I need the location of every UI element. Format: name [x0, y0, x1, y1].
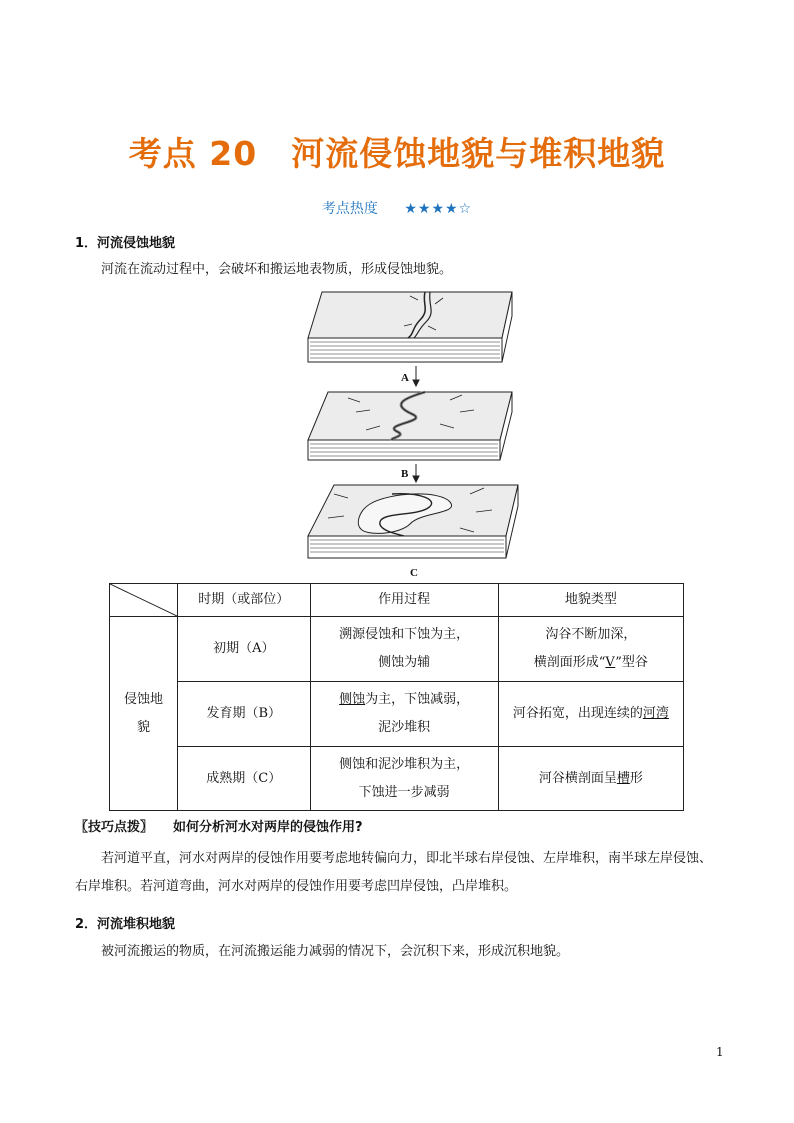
block-b-diagram — [308, 392, 512, 460]
type-underlined: 河湾 — [642, 706, 669, 721]
section1-intro: 河流在流动过程中，会破坏和搬运地表物质，形成侵蚀地貌。 — [101, 262, 453, 277]
block-a-diagram — [308, 292, 512, 362]
type-text: 形 — [629, 770, 643, 786]
period-cell: 发育期（B） — [178, 682, 311, 747]
type-text: 横剖面形成“ — [533, 655, 606, 670]
process-cell — [310, 617, 498, 682]
type-cell — [498, 617, 683, 682]
type-cell — [498, 682, 683, 747]
type-line — [503, 649, 679, 677]
process-text: 为主，下蚀减弱， — [365, 692, 470, 707]
block-c-diagram — [308, 485, 518, 558]
process-underlined: 侧蚀 — [339, 692, 366, 707]
process-line: 下蚀进一步减弱 — [358, 784, 450, 800]
diagonal-line — [110, 584, 177, 616]
type-underlined: V — [605, 655, 616, 670]
header-period: 时期（或部位） — [178, 584, 311, 617]
label-b: B — [401, 468, 409, 480]
valley-evolution-figure — [300, 280, 522, 580]
type-cell — [498, 747, 683, 811]
header-type: 地貌类型 — [498, 584, 683, 617]
page-title: 考点 20 河流侵蚀地貌与堆积地貌 — [128, 134, 666, 173]
table-row — [110, 747, 684, 811]
table-row — [110, 682, 684, 747]
type-underlined: 槽 — [616, 770, 630, 786]
label-a: A — [401, 372, 409, 384]
process-line — [315, 686, 494, 714]
tips-question: 如何分析河水对两岸的侵蚀作用? — [173, 820, 363, 835]
heat-label: 考点热度 — [321, 201, 378, 217]
section2-heading: 2．河流堆积地貌 — [75, 917, 176, 932]
process-cell — [310, 747, 498, 811]
diagonal-header-cell — [110, 584, 178, 617]
table-header-row — [110, 584, 684, 617]
tips-label: 〖技巧点拨〗 — [75, 820, 154, 835]
heat-stars: ★★★★☆ — [404, 201, 473, 217]
section2-text: 被河流搬运的物质，在河流搬运能力减弱的情况下，会沉积下来，形成沉积地貌。 — [101, 944, 570, 959]
table-row — [110, 617, 684, 682]
page-number: 1 — [716, 1045, 724, 1059]
type-text: 河谷横剖面呈 — [538, 770, 617, 786]
topic-heat — [0, 198, 794, 218]
process-line: 侧蚀和泥沙堆积为主， — [339, 756, 470, 772]
section1-heading: 1．河流侵蚀地貌 — [75, 236, 176, 251]
type-text: ”型谷 — [615, 655, 648, 670]
type-line: 沟谷不断加深， — [545, 627, 637, 642]
group-label-line2: 貌 — [136, 719, 150, 735]
period-cell: 初期（A） — [178, 617, 311, 682]
group-label-cell — [110, 617, 178, 811]
group-label-line1: 侵蚀地 — [123, 691, 163, 707]
process-cell — [310, 682, 498, 747]
tips-text: 若河道平直，河水对两岸的侵蚀作用要考虑地转偏向力，即北半球右岸侵蚀、左岸堆积，南半球左岸侵蚀、右岸堆积。若河道弯曲，河水对两岸的侵蚀作用要考虑凹岸侵蚀，凸岸堆积。 — [75, 851, 713, 894]
label-c: C — [410, 567, 418, 579]
period-cell: 成熟期（C） — [178, 747, 311, 811]
header-process: 作用过程 — [310, 584, 498, 617]
tips-heading — [75, 816, 363, 835]
type-text: 河谷拓宽，出现连续的 — [512, 706, 643, 721]
process-line: 泥沙堆积 — [378, 720, 431, 735]
erosion-landform-table — [109, 583, 684, 811]
process-line: 侧蚀为辅 — [378, 655, 431, 670]
process-line: 溯源侵蚀和下蚀为主， — [339, 627, 470, 642]
